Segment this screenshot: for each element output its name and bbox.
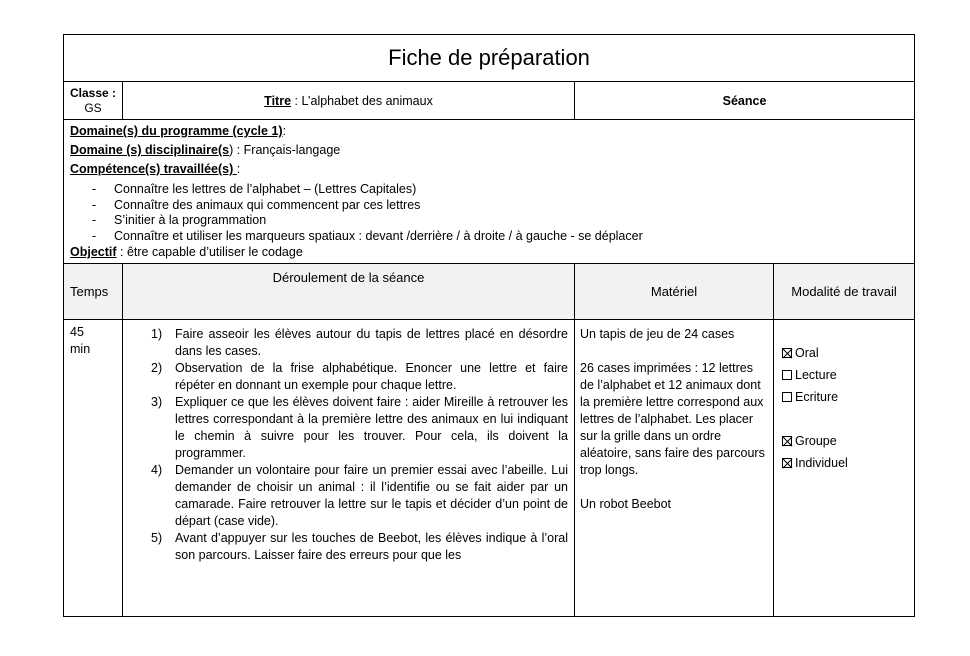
titre-cell xyxy=(123,82,575,120)
list-item: - Connaître des animaux qui commencent par ces lettres xyxy=(92,198,908,214)
lesson-plan-table xyxy=(63,34,915,617)
column-header-modalite: Modalité de travail xyxy=(774,264,915,320)
titre-value: : L’alphabet des animaux xyxy=(291,93,433,108)
modalite-individuel: Individuel xyxy=(782,452,906,474)
domaine-programme-label: Domaine(s) du programme (cycle 1) xyxy=(70,124,283,138)
domaine-programme-line: Domaine(s) du programme (cycle 1): xyxy=(70,124,287,138)
domaine-disciplinaire-value: ) : Français-langage xyxy=(229,143,341,157)
competences-list xyxy=(70,182,908,244)
titre-label: Titre xyxy=(264,93,292,108)
list-item: 5) Avant d’appuyer sur les touches de Beebot, les élèves indique à l’oral son parcours. Laisser faire des erreurs pour que les xyxy=(151,531,568,562)
domaine-disciplinaire-line xyxy=(70,141,908,160)
checked-box-icon xyxy=(782,436,792,446)
modalite-cell xyxy=(774,320,915,617)
modalite-groupe: Groupe xyxy=(782,430,906,452)
materiel-item: Un tapis de jeu de 24 cases xyxy=(580,327,735,341)
materiel-item: Un robot Beebot xyxy=(580,497,672,511)
list-item: 1) Faire asseoir les élèves autour du tapis de lettres placé en désordre dans les cases. xyxy=(151,327,568,358)
lesson-plan-document xyxy=(63,34,914,617)
competences-line: Compétence(s) travaillée(s) : xyxy=(70,162,241,176)
list-item: - S’initier à la programmation xyxy=(92,213,908,229)
empty-box-icon xyxy=(782,370,792,380)
list-item: 4) Demander un volontaire pour faire un premier essai avec l’abeille. Lui demander de choisir un animal : il l’identifie ou se fait aider par un camarade. Faire retrouver la lettre sur le tapis et décider d’un point de départ (case vide). xyxy=(151,463,568,528)
empty-box-icon xyxy=(782,392,792,402)
list-item: - Connaître les lettres de l’alphabet – (Lettres Capitales) xyxy=(92,182,908,198)
classe-cell xyxy=(64,82,123,120)
modalite-lecture: Lecture xyxy=(782,364,906,386)
classe-value: GS xyxy=(84,100,102,115)
seance-cell: Séance xyxy=(575,82,915,120)
list-item: 2) Observation de la frise alphabétique. Enoncer une lettre et faire répéter en donnant un exemple pour chaque lettre. xyxy=(151,361,568,392)
program-info-section xyxy=(64,120,915,264)
steps-list xyxy=(123,320,574,564)
modalite-oral: Oral xyxy=(782,342,906,364)
classe-label: Classe : xyxy=(69,85,117,100)
objectif-label: Objectif xyxy=(70,245,117,259)
deroulement-cell xyxy=(123,320,575,617)
column-header-temps: Temps xyxy=(64,264,123,320)
materiel-item: 26 cases imprimées : 12 lettres de l’alphabet et 12 animaux dont la première lettre correspond aux lettres de l’alphabet. Les placer sur la grille dans un ordre aléatoire, sans faire des parcours trop longs. xyxy=(580,361,765,477)
materiel-cell xyxy=(575,320,774,617)
column-header-deroulement: Déroulement de la séance xyxy=(123,264,575,320)
checked-box-icon xyxy=(782,348,792,358)
domaine-disciplinaire-label: Domaine (s) disciplinaire(s xyxy=(70,143,230,157)
objectif-line xyxy=(70,245,908,260)
objectif-value: : être capable d’utiliser le codage xyxy=(116,245,303,259)
temps-unit: min xyxy=(70,342,91,356)
column-header-materiel: Matériel xyxy=(575,264,774,320)
list-item: 3) Expliquer ce que les élèves doivent faire : aider Mireille à retrouver les lettres correspondant à la première lettre des animaux en lui indiquant le chemin à suivre pour les trouver. Pour cela, ils doivent la programmer. xyxy=(151,395,568,460)
checked-box-icon xyxy=(782,458,792,468)
temps-value: 45 xyxy=(70,325,84,339)
document-title: Fiche de préparation xyxy=(64,35,915,82)
temps-cell xyxy=(64,320,123,617)
modalite-ecriture: Ecriture xyxy=(782,386,906,408)
competences-label: Compétence(s) travaillée(s) xyxy=(70,162,237,176)
list-item: - Connaître et utiliser les marqueurs spatiaux : devant /derrière / à droite / à gauche - se déplacer xyxy=(92,229,908,245)
